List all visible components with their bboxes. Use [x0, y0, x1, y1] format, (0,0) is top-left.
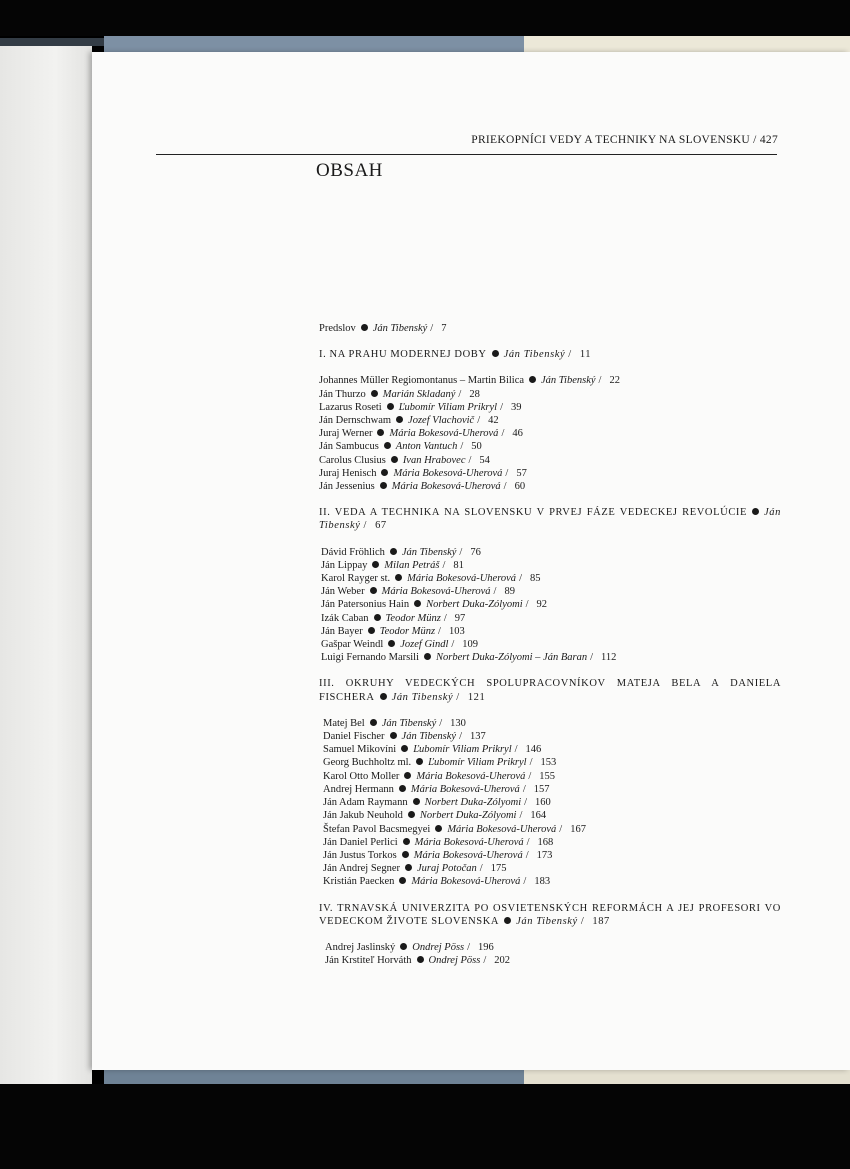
separator-slash: / [519, 573, 522, 585]
separator-slash: / [443, 612, 447, 624]
entry-title: Ján Dernschwam [319, 415, 392, 427]
bullet-icon [361, 324, 368, 331]
entry-page: 130 [450, 717, 466, 729]
entry-page: 202 [494, 955, 510, 967]
entry-title: Kristián Paecken [323, 876, 395, 888]
bullet-icon [529, 376, 536, 383]
entry-page: 160 [535, 797, 551, 809]
entry-title: Andrej Jaslinský [325, 941, 396, 953]
separator-slash: / [523, 876, 527, 888]
entry-author: Mária Bokesová-Uherová [407, 573, 517, 585]
entry-author: Ľubomír Viliam Prikryl [428, 757, 527, 769]
entry-page: 155 [539, 770, 556, 782]
section-page: 11 [579, 349, 592, 361]
entry-page: 97 [454, 612, 466, 624]
entry-author: Norbert Duka-Zólyomi – Ján Baran [436, 652, 588, 664]
entry-page: 42 [488, 415, 499, 427]
separator-slash: / [451, 639, 455, 651]
toc-entry [319, 454, 781, 467]
bullet-icon [424, 653, 431, 660]
toc-entry-preface [319, 322, 781, 335]
bullet-icon [387, 403, 394, 410]
bullet-icon [414, 600, 421, 607]
section-author: Ján Tibenský [319, 507, 781, 532]
bullet-icon [403, 838, 410, 845]
bullet-icon [391, 456, 398, 463]
entry-author: Norbert Duka-Zólyomi [424, 797, 522, 809]
entry-author: Mária Bokesová-Uherová [391, 481, 501, 493]
separator-slash: / [439, 717, 443, 729]
bullet-icon [417, 956, 424, 963]
entry-author: Mária Bokesová-Uherová [393, 467, 503, 479]
section-author: Ján Tibenský [516, 915, 578, 927]
toc-entry [319, 427, 781, 440]
separator-slash: / [525, 849, 529, 861]
toc-entry [319, 374, 781, 387]
separator-slash: / [522, 783, 526, 795]
toc-entry [319, 467, 781, 480]
bullet-icon [370, 587, 377, 594]
entry-page: 183 [534, 876, 551, 888]
entry-author: Norbert Duka-Zólyomi [426, 599, 523, 611]
entry-title: Ján Justus Torkos [323, 849, 397, 861]
entry-page: 7 [441, 323, 447, 334]
bullet-icon [400, 943, 407, 950]
scan-background-bottom [0, 1084, 850, 1169]
entry-title: Andrej Hermann [323, 783, 394, 795]
entry-author: Mária Bokesová-Uherová [413, 849, 523, 861]
entry-author: Ondrej Pöss [428, 955, 481, 967]
entry-author: Ľubomír Viliam Prikryl [398, 401, 498, 413]
bullet-icon [388, 640, 395, 647]
entry-page: 89 [504, 586, 515, 598]
entry-page: 175 [490, 863, 507, 875]
entry-page: 50 [471, 441, 482, 453]
bullet-icon [384, 442, 391, 449]
bullet-icon [404, 772, 411, 779]
toc-entry [321, 612, 781, 625]
toc-entry [319, 414, 781, 427]
left-page-leaf [0, 38, 92, 1084]
entry-page: 22 [609, 375, 620, 387]
bullet-icon [381, 469, 388, 476]
entry-page: 60 [514, 481, 526, 493]
separator-slash: / [459, 731, 462, 743]
entry-page: 81 [453, 559, 464, 571]
entry-author: Ján Tibenský [541, 375, 596, 387]
entry-page: 173 [536, 849, 553, 861]
toc-entry [323, 756, 781, 769]
entry-page: 92 [536, 599, 548, 611]
toc-entry [319, 440, 781, 453]
entry-author: Ján Tibenský [372, 323, 428, 334]
bullet-icon [408, 811, 415, 818]
section-page: 187 [592, 915, 610, 927]
toc-entry [323, 717, 781, 730]
entry-page: 167 [570, 823, 586, 835]
section-page: 121 [467, 691, 486, 703]
entry-page: 157 [533, 783, 550, 795]
entry-author: Ľubomír Viliam Prikryl [413, 744, 512, 756]
entry-page: 146 [525, 744, 542, 756]
toc-entry [323, 862, 781, 875]
separator-slash: / [477, 415, 481, 427]
entry-author: Mária Bokesová-Uherová [447, 823, 557, 835]
bullet-icon [492, 350, 499, 357]
entry-title: Ján Patersonius Hain [321, 599, 410, 611]
separator-slash: / [505, 467, 509, 479]
table-of-contents [319, 322, 781, 967]
toc-entry [319, 388, 781, 401]
entry-page: 46 [512, 428, 523, 440]
toc-section-heading [319, 902, 781, 928]
separator-slash: / [500, 401, 503, 413]
separator-slash: / [501, 428, 505, 440]
entry-page: 153 [540, 757, 557, 769]
separator-slash: / [526, 836, 530, 848]
toc-section-heading [319, 506, 781, 532]
separator-slash: / [493, 586, 497, 598]
entry-author: Ondrej Pöss [412, 941, 465, 953]
entry-title: Ján Sambucus [319, 441, 379, 453]
entry-title: Samuel Mikovíni [323, 744, 397, 756]
entry-author: Ján Tibenský [381, 717, 437, 729]
entry-title: Luigi Fernando Marsili [321, 652, 419, 664]
toc-entry [319, 480, 781, 493]
bullet-icon [390, 548, 397, 555]
separator-slash: / [503, 481, 507, 493]
entry-author: Mária Bokesová-Uherová [381, 586, 491, 598]
entry-author: Norbert Duka-Zólyomi [419, 810, 517, 822]
section-author: Ján Tibenský [503, 349, 566, 361]
bullet-icon [399, 877, 406, 884]
left-cover-strip [0, 38, 104, 46]
section-title: I. NA PRAHU MODERNEJ DOBY [319, 349, 487, 361]
toc-entry [325, 941, 781, 954]
separator-slash: / [460, 441, 464, 453]
bullet-icon [368, 627, 375, 634]
entry-title: Juraj Henisch [319, 467, 377, 479]
bullet-icon [401, 745, 408, 752]
bullet-icon [380, 693, 387, 700]
toc-entry [321, 651, 781, 664]
entry-author: Jozef Vlachovič [408, 415, 475, 427]
entry-title: Ján Bayer [321, 625, 363, 637]
separator-slash: / [519, 810, 523, 822]
toc-entry-group [319, 374, 781, 493]
section-title: II. VEDA A TECHNIKA NA SLOVENSKU V PRVEJ FÁZE VEDECKEJ REVOLÚCIE [319, 507, 748, 519]
entry-author: Ján Tibenský [401, 731, 457, 743]
entry-title: Matej Bel [323, 717, 365, 729]
toc-entry [323, 743, 781, 756]
entry-author: Ivan Hrabovec [402, 454, 466, 466]
toc-entry [323, 783, 781, 796]
toc-entry [323, 730, 781, 743]
entry-page: 112 [601, 652, 617, 664]
bullet-icon [399, 785, 406, 792]
separator-slash: / [483, 955, 487, 967]
entry-title: Ján Jakub Neuhold [323, 810, 403, 822]
toc-entry [321, 598, 781, 611]
separator-slash: / [438, 625, 441, 637]
separator-slash: / [525, 599, 529, 611]
entry-author: Mária Bokesová-Uherová [410, 783, 520, 795]
entry-author: Mária Bokesová-Uherová [411, 876, 521, 888]
separator-slash: / [459, 546, 463, 558]
separator-slash: / [456, 691, 460, 703]
entry-page: 28 [469, 388, 480, 400]
bullet-icon [416, 758, 423, 765]
entry-title: Daniel Fischer [323, 731, 385, 743]
bullet-icon [377, 429, 384, 436]
entry-page: 196 [478, 941, 494, 953]
separator-slash: / [430, 323, 434, 334]
separator-slash: / [598, 375, 602, 387]
entry-author: Juraj Potočan [416, 863, 477, 875]
entry-page: 164 [530, 810, 547, 822]
separator-slash: / [559, 823, 563, 835]
bullet-icon [405, 864, 412, 871]
entry-title: Karol Rayger st. [321, 573, 391, 585]
entry-author: Ján Tibenský [401, 546, 457, 558]
entry-page: 103 [448, 625, 465, 637]
toc-sections [319, 348, 781, 967]
header-rule [156, 154, 777, 155]
toc-entry [321, 625, 781, 638]
section-title: III. OKRUHY VEDECKÝCH SPOLUPRACOVNÍKOV MATEJA BELA A DANIELA FISCHERA [319, 678, 781, 703]
entry-author: Jozef Gindl [400, 639, 449, 651]
entry-title: Dávid Fröhlich [321, 546, 385, 558]
separator-slash: / [479, 863, 483, 875]
toc-entry [323, 796, 781, 809]
separator-slash: / [529, 757, 533, 769]
bullet-icon [752, 508, 759, 515]
separator-slash: / [467, 941, 471, 953]
entry-title: Ján Jessenius [319, 481, 375, 493]
entry-title: Ján Adam Raymann [323, 797, 408, 809]
section-page: 67 [375, 520, 387, 532]
separator-slash: / [528, 770, 532, 782]
page-title: OBSAH [316, 160, 383, 181]
entry-page: 76 [470, 546, 481, 558]
entry-page: 85 [529, 573, 541, 585]
entry-title: Ján Weber [321, 586, 365, 598]
toc-entry [321, 559, 781, 572]
toc-entry [321, 585, 781, 598]
entry-page: 137 [469, 731, 486, 743]
entry-author: Mária Bokesová-Uherová [416, 770, 526, 782]
separator-slash: / [590, 652, 593, 664]
bullet-icon [390, 732, 397, 739]
toc-entry [323, 770, 781, 783]
entry-author: Teodor Münz [385, 612, 441, 624]
toc-entry [323, 836, 781, 849]
section-author: Ján Tibenský [391, 691, 454, 703]
toc-entry-group [321, 546, 781, 665]
book-page [92, 52, 850, 1070]
separator-slash: / [580, 915, 585, 927]
toc-entry [323, 809, 781, 822]
entry-author: Marián Skladaný [382, 388, 456, 400]
bullet-icon [504, 917, 511, 924]
entry-title: Lazarus Roseti [319, 401, 382, 413]
entry-title: Predslov [319, 323, 356, 334]
separator-slash: / [442, 559, 446, 571]
entry-title: Georg Buchholtz ml. [323, 757, 412, 769]
entry-page: 109 [462, 639, 479, 651]
toc-entry-group [323, 717, 781, 889]
bullet-icon [370, 719, 377, 726]
entry-title: Karol Otto Moller [323, 770, 400, 782]
entry-title: Carolus Clusius [319, 454, 386, 466]
entry-title: Ján Lippay [321, 559, 368, 571]
separator-slash: / [524, 797, 528, 809]
toc-entry [321, 546, 781, 559]
separator-slash: / [514, 744, 518, 756]
entry-title: Ján Andrej Segner [323, 863, 400, 875]
separator-slash: / [363, 520, 368, 532]
toc-entry [325, 954, 781, 967]
toc-entry-group [325, 941, 781, 967]
bullet-icon [380, 482, 387, 489]
toc-entry [319, 401, 781, 414]
scan-background-top [0, 0, 850, 36]
toc-entry [321, 572, 781, 585]
bullet-icon [374, 614, 381, 621]
bullet-icon [413, 798, 420, 805]
separator-slash: / [568, 349, 572, 361]
separator-slash: / [468, 454, 472, 466]
entry-title: Juraj Werner [319, 428, 373, 440]
entry-page: 54 [479, 454, 490, 466]
entry-title: Johannes Müller Regiomontanus – Martin Bilica [319, 375, 525, 387]
entry-title: Štefan Pavol Bacsmegyei [323, 823, 431, 835]
section-title: IV. TRNAVSKÁ UNIVERZITA PO OSVIETENSKÝCH REFORMÁCH A JEJ PROFESORI VO VEDECKOM ŽIVOTE SLOVENSKA [319, 902, 781, 927]
entry-page: 39 [511, 401, 522, 413]
bullet-icon [371, 390, 378, 397]
toc-section-heading [319, 348, 781, 361]
bullet-icon [396, 416, 403, 423]
toc-entry [323, 849, 781, 862]
running-head: PRIEKOPNÍCI VEDY A TECHNIKY NA SLOVENSKU / 427 [471, 134, 778, 146]
bullet-icon [402, 851, 409, 858]
entry-author: Milan Petráš [384, 559, 440, 571]
entry-author: Anton Vantuch [395, 441, 458, 453]
toc-entry [323, 875, 781, 888]
entry-title: Gašpar Weindl [321, 639, 384, 651]
separator-slash: / [458, 388, 462, 400]
entry-author: Mária Bokesová-Uherová [414, 836, 524, 848]
toc-entry [321, 638, 781, 651]
entry-page: 168 [537, 836, 554, 848]
entry-title: Ján Thurzo [319, 388, 366, 400]
toc-entry [323, 823, 781, 836]
toc-section-heading [319, 677, 781, 703]
entry-title: Izák Caban [321, 612, 369, 624]
bullet-icon [395, 574, 402, 581]
entry-title: Ján Krstiteľ Horváth [325, 955, 412, 967]
entry-page: 57 [516, 467, 527, 479]
entry-author: Mária Bokesová-Uherová [389, 428, 499, 440]
entry-title: Ján Daniel Perlici [323, 836, 398, 848]
bullet-icon [372, 561, 379, 568]
bullet-icon [435, 825, 442, 832]
entry-author: Teodor Münz [379, 625, 436, 637]
